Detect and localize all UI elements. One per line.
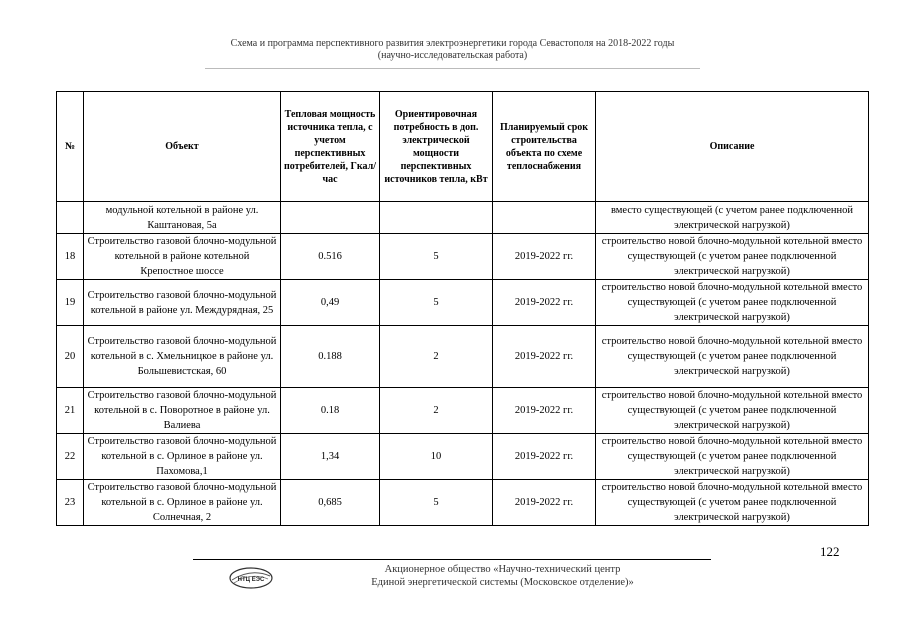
cell-term: 2019-2022 гг.: [493, 388, 596, 434]
col-header-power: Ориентировочная потребность в доп. электрической мощности перспективных источников тепла, кВт: [380, 92, 493, 202]
cell-num: [57, 202, 84, 234]
cell-desc: строительство новой блочно-модульной котельной вместо существующей (с учетом ранее подключенной электрической нагрузкой): [596, 480, 869, 526]
col-header-term: Планируемый срок строительства объекта по схеме теплоснабжения: [493, 92, 596, 202]
projects-table: [56, 91, 869, 526]
cell-power: 5: [380, 280, 493, 326]
cell-desc: строительство новой блочно-модульной котельной вместо существующей (с учетом ранее подключенной электрической нагрузкой): [596, 388, 869, 434]
cell-object: Строительство газовой блочно-модульной котельной в с. Орлиное в районе ул. Пахомова,1: [84, 434, 281, 480]
col-header-object: Объект: [84, 92, 281, 202]
cell-term: 2019-2022 гг.: [493, 234, 596, 280]
table-row-continuation: [57, 202, 869, 234]
cell-object: Строительство газовой блочно-модульной котельной в с. Орлиное в районе ул. Солнечная, 2: [84, 480, 281, 526]
col-header-num: №: [57, 92, 84, 202]
cell-power: 2: [380, 388, 493, 434]
cell-heat: 0.516: [281, 234, 380, 280]
page-header: [0, 38, 905, 62]
cell-object: Строительство газовой блочно-модульной котельной в районе котельной Крепостное шоссе: [84, 234, 281, 280]
footer-line-2: Единой энергетической системы (Московское отделение)»: [371, 577, 634, 588]
cell-term: 2019-2022 гг.: [493, 280, 596, 326]
cell-power: 10: [380, 434, 493, 480]
cell-object: Строительство газовой блочно-модульной котельной в с. Хмельницкое в районе ул. Большевистская, 60: [84, 326, 281, 388]
cell-power: 5: [380, 480, 493, 526]
footer-line-1: Акционерное общество «Научно-технический центр: [384, 564, 621, 575]
cell-desc: строительство новой блочно-модульной котельной вместо существующей (с учетом ранее подключенной электрической нагрузкой): [596, 434, 869, 480]
cell-heat: 0.18: [281, 388, 380, 434]
cell-term: 2019-2022 гг.: [493, 326, 596, 388]
table-row: [57, 388, 869, 434]
footer-divider: [193, 559, 711, 560]
table-row: [57, 280, 869, 326]
col-header-desc: Описание: [596, 92, 869, 202]
cell-num: 21: [57, 388, 84, 434]
cell-desc: строительство новой блочно-модульной котельной вместо существующей (с учетом ранее подключенной электрической нагрузкой): [596, 280, 869, 326]
cell-desc: строительство новой блочно-модульной котельной вместо существующей (с учетом ранее подключенной электрической нагрузкой): [596, 326, 869, 388]
table-row: [57, 480, 869, 526]
cell-heat: 0,685: [281, 480, 380, 526]
table-row: [57, 434, 869, 480]
cell-term: 2019-2022 гг.: [493, 434, 596, 480]
cell-term: 2019-2022 гг.: [493, 480, 596, 526]
logo-text: НТЦ ЕЭС: [237, 577, 265, 583]
table-row: [57, 326, 869, 388]
cell-object: Строительство газовой блочно-модульной котельной в с. Поворотное в районе ул. Валиева: [84, 388, 281, 434]
cell-term: [493, 202, 596, 234]
cell-heat: 0.188: [281, 326, 380, 388]
table-row: [57, 234, 869, 280]
cell-heat: [281, 202, 380, 234]
cell-num: 22: [57, 434, 84, 480]
cell-power: 2: [380, 326, 493, 388]
cell-num: 18: [57, 234, 84, 280]
cell-heat: 0,49: [281, 280, 380, 326]
cell-object: модульной котельной в районе ул. Каштановая, 5а: [84, 202, 281, 234]
page-footer: [300, 563, 705, 589]
company-logo: [228, 566, 274, 590]
header-divider: [205, 68, 700, 69]
col-header-heat: Тепловая мощность источника тепла, с учетом перспективных потребителей, Гкал/час: [281, 92, 380, 202]
table-header-row: [57, 92, 869, 202]
cell-num: 19: [57, 280, 84, 326]
cell-num: 20: [57, 326, 84, 388]
header-title: Схема и программа перспективного развития электроэнергетики города Севастополя на 2018-2022 годы: [230, 38, 675, 49]
cell-num: 23: [57, 480, 84, 526]
cell-desc: вместо существующей (с учетом ранее подключенной электрической нагрузкой): [596, 202, 869, 234]
cell-power: 5: [380, 234, 493, 280]
cell-object: Строительство газовой блочно-модульной котельной в районе ул. Междурядная, 25: [84, 280, 281, 326]
cell-heat: 1,34: [281, 434, 380, 480]
page-number: 122: [820, 544, 840, 559]
cell-desc: строительство новой блочно-модульной котельной вместо существующей (с учетом ранее подключенной электрической нагрузкой): [596, 234, 869, 280]
cell-power: [380, 202, 493, 234]
header-subtitle: (научно-исследовательская работа): [377, 50, 528, 61]
